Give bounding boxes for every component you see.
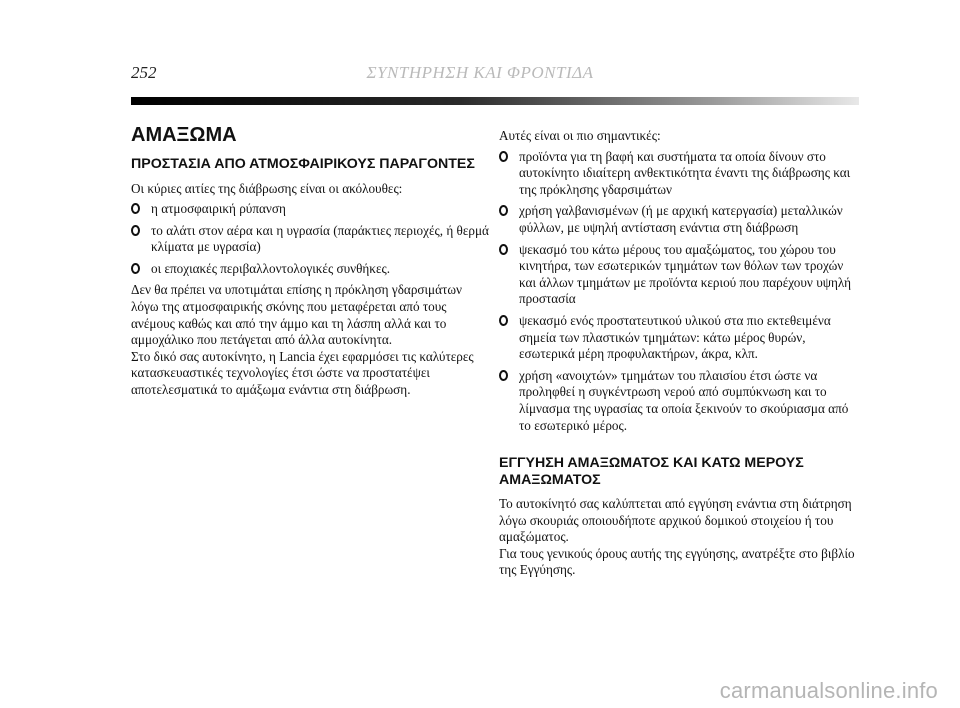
section-title-protection: ΠΡΟΣΤΑΣΙΑ ΑΠΟ ΑΤΜΟΣΦΑΙΡΙΚΟΥΣ ΠΑΡΑΓΟΝΤΕΣ [131,156,475,172]
left-paragraph-1: Δεν θα πρέπει να υποτιμάται επίσης η πρόκληση γδαρσιμάτων λόγω της ατμοσφαιρικής σκόνης που μεταφέρεται από τους ανέμους καθώς και από την άμμο και τη λάσπη αλλά και το αμμοχάλικο που πετάγεται από άλλα αυτοκίνητα. [131,282,462,348]
list-item-text: η ατμοσφαιρική ρύπανση [151,201,286,217]
bullet-icon [131,263,140,274]
measures-list [499,149,861,435]
bullet-icon [499,151,508,162]
list-item [131,201,489,218]
right-column [499,128,861,579]
list-item [499,368,861,434]
section-spacer [499,439,861,455]
bullet-icon [131,203,140,214]
page-number: 252 [131,63,157,82]
bullet-icon [131,225,140,236]
list-item-text: χρήση γαλβανισμένων (ή με αρχική κατεργασία) μεταλλικών φύλλων, με υψηλή αντίσταση ενάντια στη διάβρωση [519,203,843,235]
list-item [499,149,861,199]
bullet-icon [499,315,508,326]
list-item [131,223,489,256]
causes-list [131,201,489,277]
list-item-text: προϊόντα για τη βαφή και συστήματα τα οποία δίνουν στο αυτοκίνητο ιδιαίτερη ανθεκτικότητα έναντι της διάβρωσης και της πρόκλησης γδαρσιμάτων [519,148,851,197]
list-item-text: ψεκασμό του κάτω μέρους του αμαξώματος, του χώρου του κινητήρα, των εσωτερικών τμημάτων των θόλων των τροχών και άλλων τμημάτων με προϊόντα κεριού που παρέχουν υψηλή προστασία [519,241,852,307]
main-title: ΑΜΑΞΩΜΑ [131,124,237,146]
left-intro: Οι κύριες αιτίες της διάβρωσης είναι οι ακόλουθες: [131,180,403,196]
bullet-icon [499,370,508,381]
list-item [499,242,861,308]
right-paragraph-1: Το αυτοκίνητό σας καλύπτεται από εγγύηση ενάντια στη διάτρηση λόγω σκουριάς οποιουδήποτε αρχικού δομικού στοιχείου ή του αμαξώματος. [499,496,852,545]
list-item [131,261,489,278]
bullet-icon [499,244,508,255]
left-column [131,124,489,399]
list-item-text: χρήση «ανοιχτών» τμημάτων του πλαισίου έτσι ώστε να προληφθεί η συγκέντρωση νερού από συμπύκνωση και το λίμνασμα της υγρασίας τα οποία ξεκινούν το σκούριασμα από το εσωτερικό μέρος. [519,367,849,433]
right-intro: Αυτές είναι οι πιο σημαντικές: [499,128,661,143]
section-title-warranty: ΕΓΓΥΗΣΗ ΑΜΑΞΩΜΑΤΟΣ ΚΑΙ ΚΑΤΩ ΜΕΡΟΥΣ ΑΜΑΞΩΜΑΤΟΣ [499,455,804,488]
running-header: ΣΥΝΤΗΡΗΣΗ ΚΑΙ ΦΡΟΝΤΙΔΑ [366,63,594,82]
list-item [499,313,861,363]
watermark: carmanualsonline.info [719,678,938,703]
left-paragraph-2: Στο δικό σας αυτοκίνητο, η Lancia έχει εφαρμόσει τις καλύτερες κατασκευαστικές τεχνολογίες έτσι ώστε να προστατέψει αποτελεσματικά το αμάξωμα ενάντια στη διάβρωση. [131,348,474,398]
right-paragraph-2: Για τους γενικούς όρους αυτής της εγγύησης, ανατρέξτε στο βιβλίο της Εγγύησης. [499,545,855,578]
list-item-text: ψεκασμό ενός προστατευτικού υλικού στα πιο εκτεθειμένα σημεία των πλαστικών τμημάτων: κάτω μέρος θυρών, εσωτερικά μέρη προφυλακτήρων, άκρα, κλπ. [519,312,831,362]
list-item-text: οι εποχιακές περιβαλλοντολογικές συνθήκες. [151,260,391,276]
header-rule [131,97,859,105]
list-item [499,203,861,236]
list-item-text: το αλάτι στον αέρα και η υγρασία (παράκτιες περιοχές, ή θερμά κλίματα με υγρασία) [151,222,489,255]
bullet-icon [499,205,508,216]
